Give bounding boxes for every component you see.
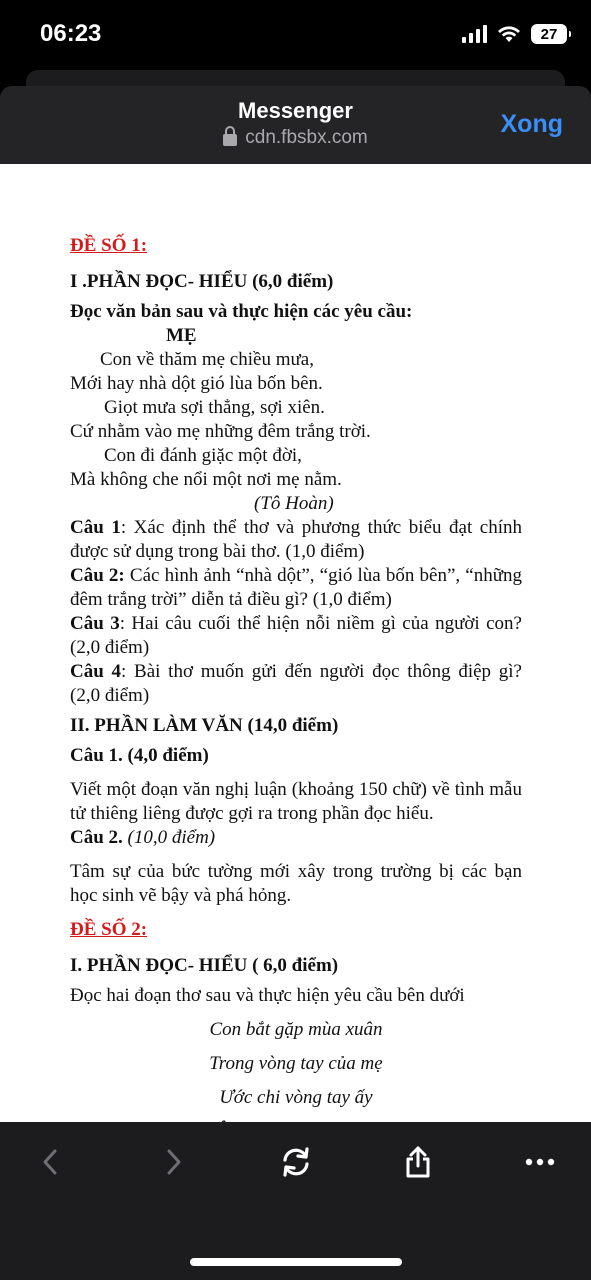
chevron-left-icon [40, 1148, 60, 1176]
instruction-2: Đọc hai đoạn thơ sau và thực hiện yêu cầu bên dưới [70, 985, 465, 1006]
poem-line: Con đi đánh giặc một đời, [104, 445, 302, 466]
w2-label: Câu 2. [70, 827, 123, 848]
document-content [70, 234, 522, 1154]
lock-icon [223, 134, 237, 146]
status-bar [0, 0, 591, 70]
w2-points: (10,0 điểm) [122, 827, 216, 848]
status-icons [462, 24, 567, 44]
poem-line: Mới hay nhà dột gió lùa bốn bên. [70, 373, 323, 394]
q4-label: Câu 4 [70, 661, 122, 682]
share-button[interactable] [396, 1140, 440, 1184]
writing-q2-title [70, 826, 522, 850]
poem-line: Con về thăm mẹ chiều mưa, [100, 349, 314, 370]
status-time: 06:23 [40, 20, 102, 47]
wifi-icon [497, 25, 521, 43]
forward-button[interactable] [152, 1140, 196, 1184]
exam2-heading: ĐỀ SỐ 2: [70, 919, 148, 940]
q1-label: Câu 1 [70, 517, 121, 538]
poem [70, 348, 522, 492]
question-3 [70, 612, 522, 660]
question-4 [70, 660, 522, 708]
q4-text: : Bài thơ muốn gửi đến người đọc thông điệp gì? (2,0 điểm) [70, 661, 522, 706]
poem2-line: Ước chi vòng tay ấy [219, 1087, 373, 1108]
q2-text: Các hình ảnh “nhà dột”, “gió lùa bốn bên”, “những đêm trắng trời” diễn tả điều gì? (1,0 điểm) [70, 565, 522, 610]
more-icon [525, 1158, 555, 1166]
poem2-line: Con bắt gặp mùa xuân [209, 1019, 383, 1040]
q2-label: Câu 2: [70, 565, 125, 586]
part1-title: I .PHẦN ĐỌC- HIỂU (6,0 điểm) [70, 271, 334, 292]
writing-q1-title: Câu 1. (4,0 điểm) [70, 745, 209, 766]
question-2 [70, 564, 522, 612]
poem-title: MẸ [166, 325, 197, 346]
battery-icon [531, 24, 567, 44]
cellular-signal-icon [462, 25, 487, 43]
poem-line: Cứ nhằm vào mẹ những đêm trắng trời. [70, 421, 371, 442]
q3-label: Câu 3 [70, 613, 120, 634]
page-title: Messenger [238, 98, 353, 123]
question-1 [70, 516, 522, 564]
instruction: Đọc văn bản sau và thực hiện các yêu cầu: [70, 301, 413, 322]
url-text: cdn.fbsbx.com [245, 127, 368, 148]
battery-level: 27 [540, 25, 558, 43]
part1b-title: I. PHẦN ĐỌC- HIỂU ( 6,0 điểm) [70, 955, 339, 976]
back-button[interactable] [28, 1140, 72, 1184]
bottom-toolbar [0, 1122, 591, 1280]
reload-button[interactable] [274, 1140, 318, 1184]
q3-text: : Hai câu cuối thể hiện nỗi niềm gì của người con? (2,0 điểm) [70, 613, 522, 658]
poem-author: (Tô Hoàn) [254, 493, 334, 514]
more-button[interactable] [518, 1140, 562, 1184]
writing-q2-text: Tâm sự của bức tường mới xây trong trường bị các bạn học sinh vẽ bậy và phá hỏng. [70, 861, 522, 906]
q1-text: : Xác định thể thơ và phương thức biểu đạt chính được sử dụng trong bài thơ. (1,0 điểm) [70, 517, 522, 562]
home-indicator [190, 1258, 402, 1266]
refresh-icon [279, 1145, 313, 1179]
exam1-heading: ĐỀ SỐ 1: [70, 235, 148, 256]
part2-title: II. PHẦN LÀM VĂN (14,0 điểm) [70, 715, 339, 736]
chevron-right-icon [164, 1148, 184, 1176]
poem-line: Giọt mưa sợi thẳng, sợi xiên. [104, 397, 325, 418]
poem2-line: Trong vòng tay của mẹ [209, 1053, 383, 1074]
poem-line: Mà không che nổi một nơi mẹ nằm. [70, 469, 342, 490]
done-button[interactable]: Xong [500, 110, 563, 138]
share-icon [403, 1145, 433, 1179]
document-viewer[interactable] [0, 164, 591, 1122]
browser-header [0, 86, 591, 164]
writing-q1-text: Viết một đoạn văn nghị luận (khoảng 150 chữ) về tình mẫu tử thiêng liêng được gợi ra trong phần đọc hiểu. [70, 779, 522, 824]
